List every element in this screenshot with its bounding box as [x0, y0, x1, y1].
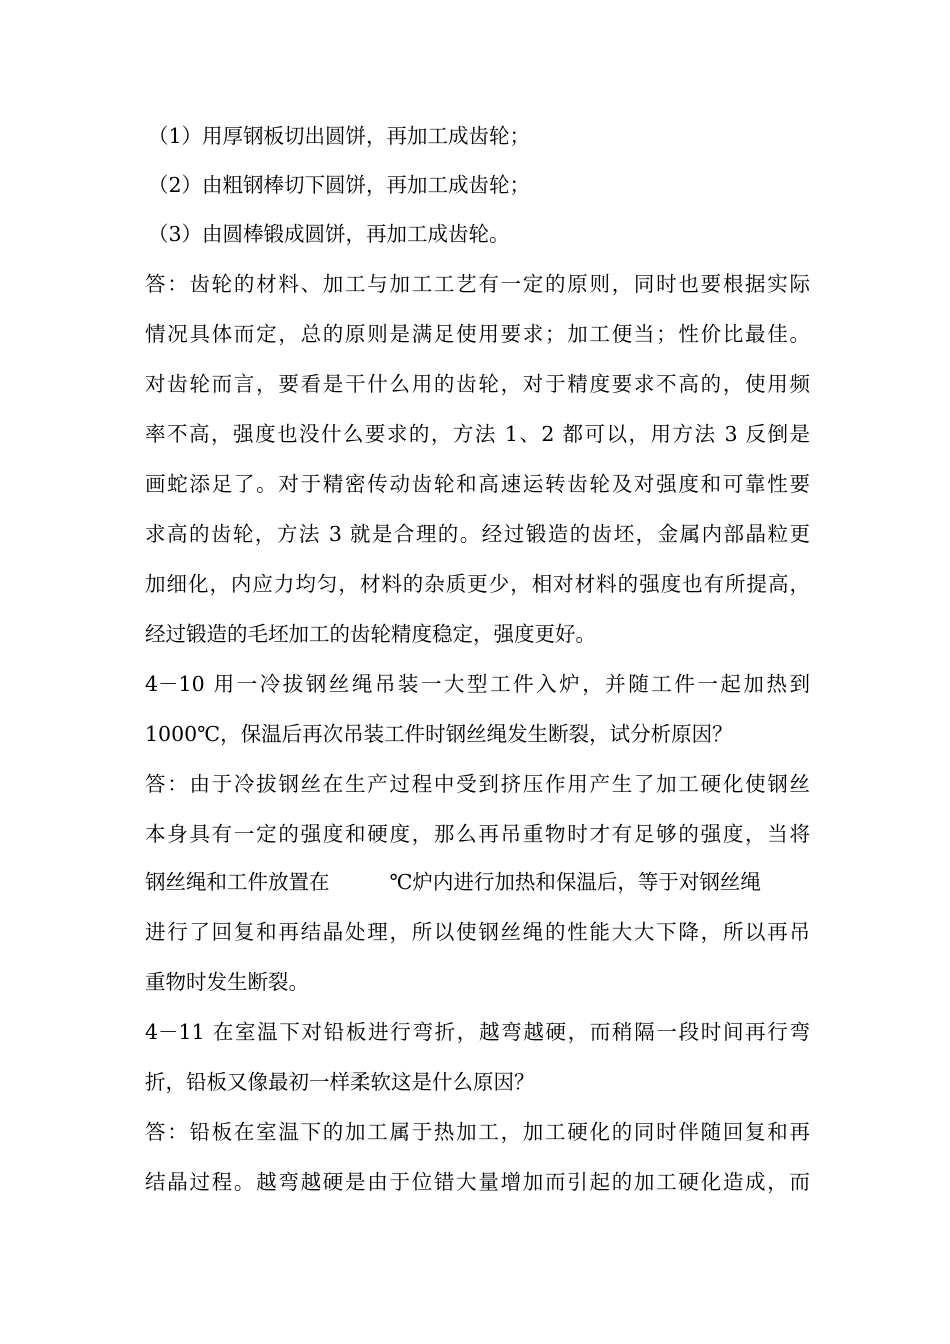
answer-line: 求高的齿轮，方法 3 就是合理的。经过锻造的齿坯，金属内部晶粒更 — [145, 522, 810, 546]
answer-line — [145, 862, 810, 902]
answer-line: 答：由于冷拔钢丝在生产过程中受到挤压作用产生了加工硬化使钢丝 — [145, 772, 810, 796]
question-line: 折，铅板又像最初一样柔软这是什么原因？ — [145, 1070, 535, 1094]
answer-line: 率不高，强度也没什么要求的，方法 1、2 都可以，用方法 3 反倒是 — [145, 422, 810, 446]
text-segment: ℃炉内进行加热和保温后，等于对钢丝绳 — [389, 870, 761, 894]
text-line-option-3: （3）由圆棒锻成圆饼，再加工成齿轮。 — [148, 222, 510, 246]
question-line: 1000℃，保温后再次吊装工件时钢丝绳发生断裂，试分析原因？ — [145, 722, 733, 746]
question-line: 4－10 用一冷拔钢丝绳吊装一大型工件入炉，并随工件一起加热到 — [145, 672, 810, 696]
answer-line: 画蛇添足了。对于精密传动齿轮和高速运转齿轮及对强度和可靠性要 — [145, 472, 810, 496]
text-line-option-1: （1）用厚钢板切出圆饼，再加工成齿轮； — [148, 124, 531, 148]
answer-line: 进行了回复和再结晶处理，所以使钢丝绳的性能大大下降，所以再吊 — [145, 920, 810, 944]
answer-line: 答：齿轮的材料、加工与加工工艺有一定的原则，同时也要根据实际 — [145, 272, 810, 296]
text-segment: 钢丝绳和工件放置在 — [145, 870, 330, 894]
answer-line: 加细化，内应力均匀，材料的杂质更少，相对材料的强度也有所提高， — [145, 572, 810, 596]
answer-line: 本身具有一定的强度和硬度，那么再吊重物时才有足够的强度，当将 — [145, 822, 810, 846]
text-line-option-2: （2）由粗钢棒切下圆饼，再加工成齿轮； — [148, 173, 531, 197]
question-line: 4－11 在室温下对铅板进行弯折，越弯越硬，而稍隔一段时间再行弯 — [145, 1020, 810, 1044]
answer-line: 对齿轮而言，要看是干什么用的齿轮，对于精度要求不高的，使用频 — [145, 372, 810, 396]
answer-line: 重物时发生断裂。 — [145, 970, 309, 994]
answer-line: 情况具体而定，总的原则是满足使用要求；加工便当；性价比最佳。 — [145, 322, 810, 346]
answer-line: 结晶过程。越弯越硬是由于位错大量增加而引起的加工硬化造成，而 — [145, 1170, 810, 1194]
answer-line: 经过锻造的毛坯加工的齿轮精度稳定，强度更好。 — [145, 622, 596, 646]
answer-line: 答：铅板在室温下的加工属于热加工，加工硬化的同时伴随回复和再 — [145, 1120, 810, 1144]
